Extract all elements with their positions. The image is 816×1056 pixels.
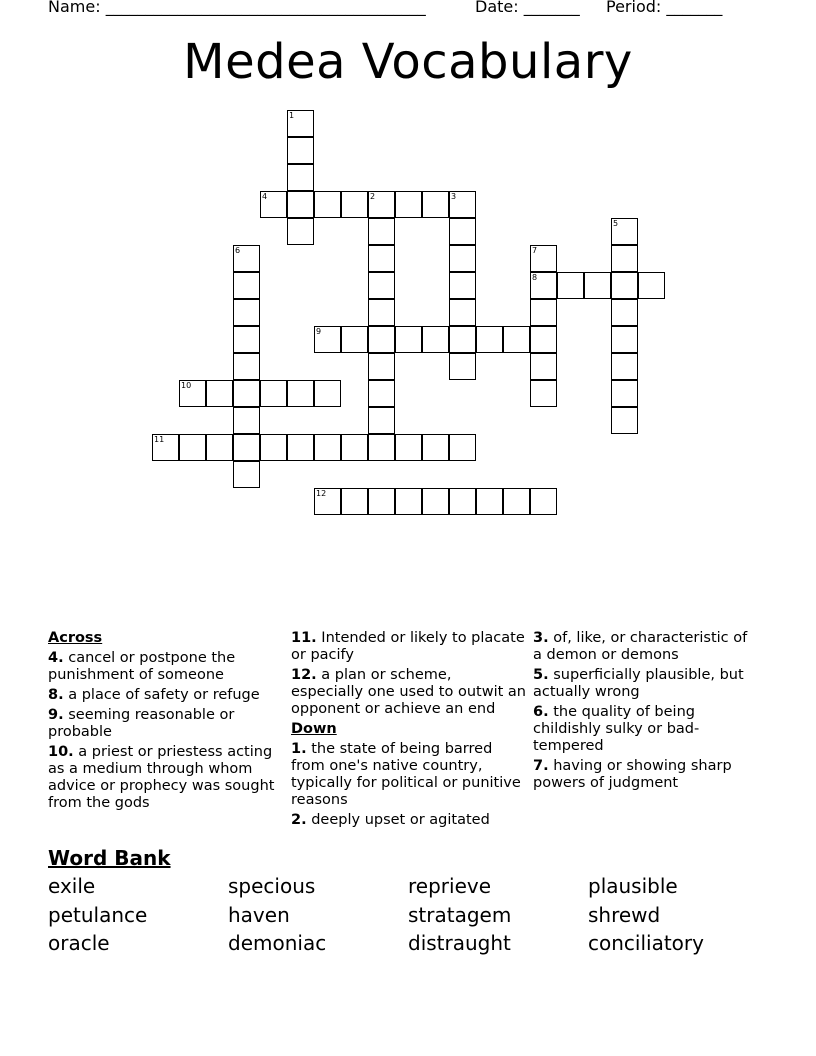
clue-down-5: 5. superficially plausible, but actually wrong [533, 667, 744, 700]
crossword-cell[interactable] [395, 326, 422, 353]
down-heading: Down [291, 721, 337, 737]
clues-column-2 [291, 630, 526, 832]
crossword-cell[interactable] [287, 380, 314, 407]
crossword-cell[interactable] [503, 326, 530, 353]
crossword-cell[interactable] [449, 218, 476, 245]
crossword-cell[interactable] [449, 245, 476, 272]
crossword-cell[interactable] [395, 191, 422, 218]
crossword-cell[interactable] [368, 272, 395, 299]
crossword-cell[interactable] [233, 353, 260, 380]
crossword-cell[interactable] [368, 299, 395, 326]
clue-number: 4 [262, 192, 268, 201]
crossword-cell[interactable] [422, 434, 449, 461]
word-bank-word: distraught [408, 931, 511, 955]
clue-down-7: 7. having or showing sharp powers of judgment [533, 758, 732, 791]
crossword-cell[interactable] [368, 326, 395, 353]
clues-column-1 [48, 630, 280, 815]
crossword-cell[interactable] [611, 218, 638, 245]
clue-number: 8 [532, 273, 538, 282]
clue-down-2: 2. deeply upset or agitated [291, 812, 490, 828]
crossword-cell[interactable] [368, 191, 395, 218]
crossword-cell[interactable] [287, 137, 314, 164]
clue-number: 12 [316, 489, 327, 498]
word-bank-word: reprieve [408, 874, 492, 898]
clue-number: 2 [370, 192, 376, 201]
crossword-cell[interactable] [314, 488, 341, 515]
crossword-cell[interactable] [368, 488, 395, 515]
clue-number: 6 [235, 246, 241, 255]
crossword-cell[interactable] [287, 191, 314, 218]
crossword-cell[interactable] [341, 326, 368, 353]
crossword-cell[interactable] [368, 353, 395, 380]
crossword-cell[interactable] [287, 434, 314, 461]
crossword-cell[interactable] [422, 326, 449, 353]
date-label: Date: [475, 0, 519, 16]
crossword-cell[interactable] [584, 272, 611, 299]
crossword-cell[interactable] [368, 380, 395, 407]
clue-down-1: 1. the state of being barred from one's native country, typically for political or punitive reasons [291, 741, 521, 808]
crossword-cell[interactable] [503, 488, 530, 515]
crossword-cell[interactable] [476, 488, 503, 515]
crossword-cell[interactable] [233, 245, 260, 272]
crossword-cell[interactable] [611, 353, 638, 380]
crossword-cell[interactable] [395, 434, 422, 461]
crossword-cell[interactable] [233, 380, 260, 407]
crossword-cell[interactable] [476, 326, 503, 353]
crossword-cell[interactable] [449, 272, 476, 299]
crossword-cell[interactable] [179, 380, 206, 407]
crossword-cell[interactable] [233, 407, 260, 434]
word-bank-word: plausible [588, 874, 678, 898]
crossword-cell[interactable] [314, 434, 341, 461]
clue-across-4: 4. cancel or postpone the punishment of someone [48, 650, 236, 683]
clue-down-3: 3. of, like, or characteristic of a demon or demons [533, 630, 748, 663]
word-bank-word: stratagem [408, 903, 512, 927]
crossword-cell[interactable] [260, 380, 287, 407]
word-bank-word: conciliatory [588, 931, 704, 955]
name-line: ________________________________________ [105, 0, 426, 16]
crossword-cell[interactable] [206, 434, 233, 461]
clue-number: 1 [289, 111, 295, 120]
crossword-cell[interactable] [233, 461, 260, 488]
crossword-cell[interactable] [395, 488, 422, 515]
across-heading: Across [48, 630, 103, 646]
crossword-cell[interactable] [233, 299, 260, 326]
crossword-cell[interactable] [314, 191, 341, 218]
clue-across-9: 9. seeming reasonable or probable [48, 707, 235, 740]
clues-column-3 [533, 630, 758, 795]
crossword-cell[interactable] [233, 272, 260, 299]
word-bank-word: demoniac [228, 931, 327, 955]
name-label: Name: [48, 0, 101, 16]
clue-number: 7 [532, 246, 538, 255]
clue-number: 11 [154, 435, 165, 444]
crossword-cell[interactable] [530, 326, 557, 353]
clue-across-10: 10. a priest or priestess acting as a medium through whom advice or prophecy was sought from the gods [48, 744, 275, 811]
clue-down-6: 6. the quality of being childishly sulky or bad-tempered [533, 704, 700, 754]
crossword-cell[interactable] [287, 110, 314, 137]
crossword-cell[interactable] [530, 245, 557, 272]
clue-across-12: 12. a plan or scheme, especially one used to outwit an opponent or achieve an end [291, 667, 526, 717]
crossword-cell[interactable] [422, 488, 449, 515]
period-label: Period: [606, 0, 662, 16]
crossword-cell[interactable] [638, 272, 665, 299]
clue-number: 3 [451, 192, 457, 201]
crossword-cell[interactable] [422, 191, 449, 218]
crossword-cell[interactable] [287, 218, 314, 245]
crossword-cell[interactable] [368, 218, 395, 245]
crossword-cell[interactable] [341, 434, 368, 461]
crossword-cell[interactable] [314, 380, 341, 407]
crossword-cell[interactable] [449, 326, 476, 353]
word-bank-word: exile [48, 874, 96, 898]
crossword-cell[interactable] [530, 353, 557, 380]
crossword-cell[interactable] [611, 380, 638, 407]
word-bank-word: haven [228, 903, 290, 927]
clue-number: 10 [181, 381, 192, 390]
word-bank-word: oracle [48, 931, 110, 955]
crossword-cell[interactable] [449, 353, 476, 380]
word-bank-word: shrewd [588, 903, 661, 927]
crossword-cell[interactable] [611, 272, 638, 299]
crossword-cell[interactable] [449, 299, 476, 326]
crossword-cell[interactable] [611, 407, 638, 434]
word-bank-title: Word Bank [48, 846, 171, 870]
clue-across-11: 11. Intended or likely to placate or pacify [291, 630, 525, 663]
crossword-cell[interactable] [233, 434, 260, 461]
crossword-cell[interactable] [152, 434, 179, 461]
crossword-cell[interactable] [287, 164, 314, 191]
crossword-cell[interactable] [449, 191, 476, 218]
crossword-cell[interactable] [260, 191, 287, 218]
crossword-cell[interactable] [260, 434, 287, 461]
crossword-cell[interactable] [341, 488, 368, 515]
crossword-cell[interactable] [557, 272, 584, 299]
crossword-cell[interactable] [179, 434, 206, 461]
crossword-cell[interactable] [206, 380, 233, 407]
word-bank-word: petulance [48, 903, 148, 927]
clue-across-8: 8. a place of safety or refuge [48, 687, 260, 703]
page-title: Medea Vocabulary [183, 34, 633, 90]
clue-number: 5 [613, 219, 619, 228]
word-bank-word: specious [228, 874, 316, 898]
crossword-cell[interactable] [368, 245, 395, 272]
crossword-cell[interactable] [449, 488, 476, 515]
crossword-cell[interactable] [449, 434, 476, 461]
crossword-cell[interactable] [611, 299, 638, 326]
crossword-cell[interactable] [530, 380, 557, 407]
crossword-cell[interactable] [233, 326, 260, 353]
crossword-cell[interactable] [530, 272, 557, 299]
crossword-cell[interactable] [368, 407, 395, 434]
date-line: _______ [523, 0, 580, 16]
crossword-cell[interactable] [530, 299, 557, 326]
crossword-cell[interactable] [611, 245, 638, 272]
crossword-cell[interactable] [530, 488, 557, 515]
clue-number: 9 [316, 327, 322, 336]
crossword-cell[interactable] [341, 191, 368, 218]
period-line: _______ [666, 0, 723, 16]
crossword-cell[interactable] [368, 434, 395, 461]
crossword-cell[interactable] [314, 326, 341, 353]
crossword-cell[interactable] [611, 326, 638, 353]
